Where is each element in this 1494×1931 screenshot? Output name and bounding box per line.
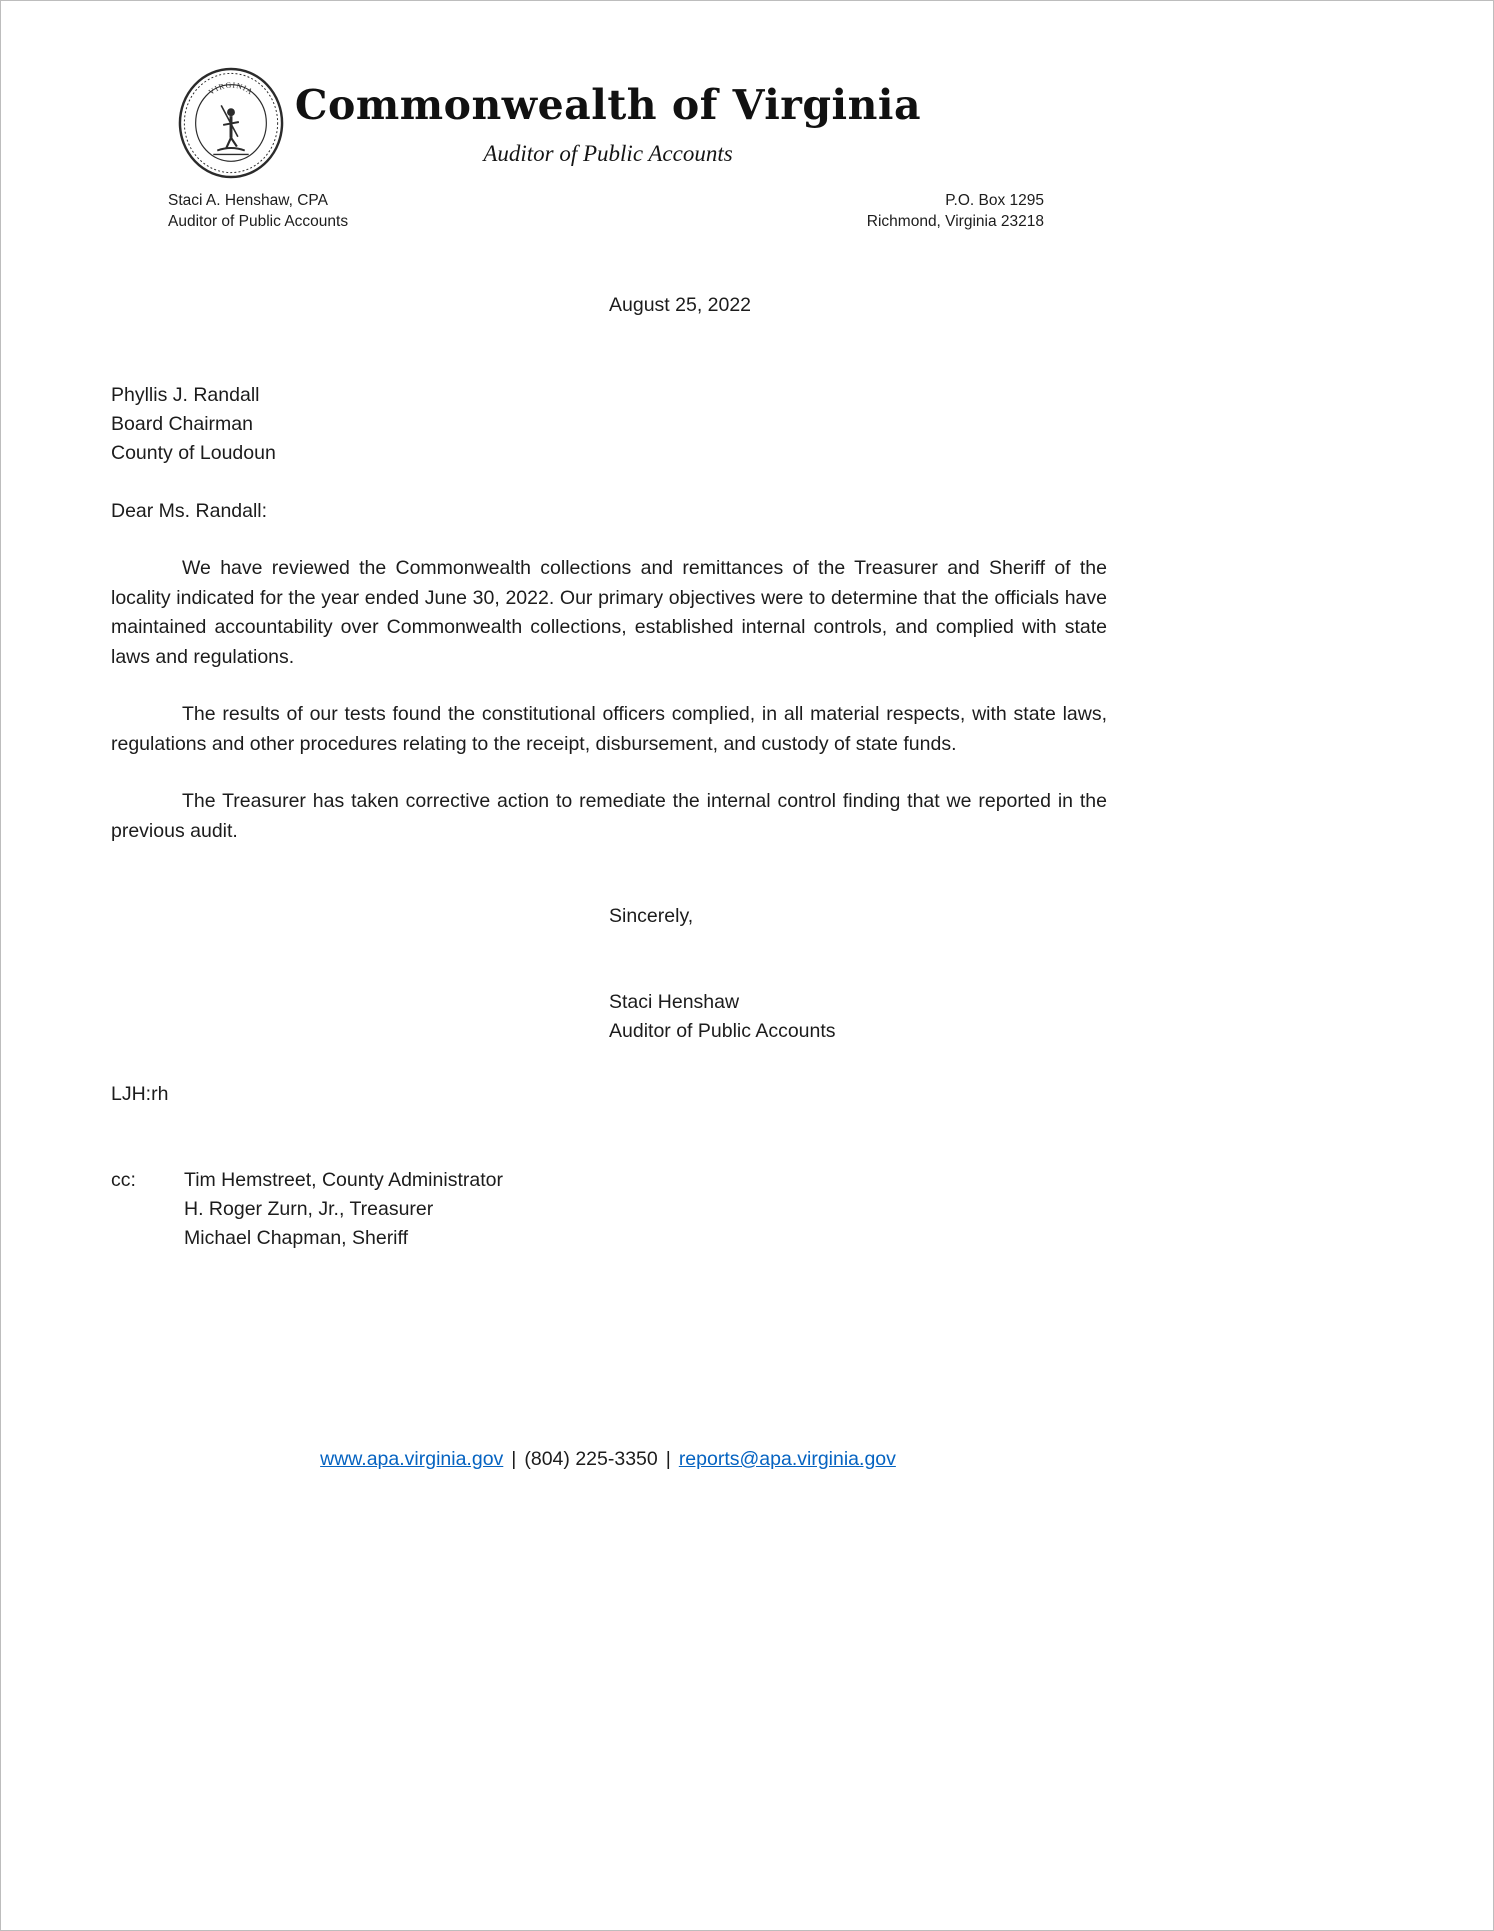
reference-initials: LJH:rh [111, 1083, 169, 1105]
recipient-block [111, 381, 1493, 468]
signer-name: Staci Henshaw [609, 991, 740, 1013]
cc-name: Tim Hemstreet, County Administrator [184, 1169, 503, 1191]
valediction: Sincerely, [609, 905, 694, 927]
official-name: Staci A. Henshaw, CPA [168, 192, 328, 209]
letter-date: August 25, 2022 [609, 294, 752, 316]
email-link[interactable]: reports@apa.virginia.gov [678, 1448, 896, 1470]
recipient-title: Board Chairman [111, 413, 253, 435]
recipient-locality: County of Loudoun [111, 442, 276, 464]
seal-arc-text: VIRGINIA [206, 80, 256, 97]
cc-label: cc: [111, 1169, 136, 1191]
cc-block [111, 1166, 1493, 1253]
phone-number: (804) 225-3350 [524, 1448, 658, 1470]
footer-separator: | [665, 1448, 671, 1470]
org-subtitle: Auditor of Public Accounts [483, 141, 733, 166]
recipient-name: Phyllis J. Randall [111, 384, 260, 406]
official-title: Auditor of Public Accounts [168, 212, 349, 230]
paragraph-1: We have reviewed the Commonwealth collections and remittances of the Treasurer and Sheriff of the locality indicated for the year ended June 30, 2022. Our primary objectives were to determine that the officials have maintained accountability over Commonwealth collections, established internal controls, and complied with state laws and regulations. [111, 557, 1107, 668]
address-line2: Richmond, Virginia 23218 [866, 212, 1044, 230]
org-title: Commonwealth of Virginia [294, 81, 922, 129]
cc-names [184, 1166, 503, 1253]
address-block [1, 191, 1044, 232]
letterhead [1, 1, 1493, 233]
paragraph-3: The Treasurer has taken corrective action to remediate the internal control finding that we reported in the previous audit. [111, 790, 1107, 842]
footer-separator: | [511, 1448, 517, 1470]
cc-name: H. Roger Zurn, Jr., Treasurer [184, 1198, 434, 1220]
paragraph-2: The results of our tests found the constitutional officers complied, in all material respects, with state laws, regulations and other procedures relating to the receipt, disbursement, and custody of state funds. [111, 703, 1107, 755]
cc-name: Michael Chapman, Sheriff [184, 1227, 409, 1249]
footer [1, 1445, 1215, 1474]
salutation: Dear Ms. Randall: [111, 500, 268, 522]
signature-space [609, 931, 1493, 988]
website-link[interactable]: www.apa.virginia.gov [320, 1448, 504, 1470]
signer-title: Auditor of Public Accounts [609, 1020, 836, 1042]
closing-block [609, 902, 1493, 1046]
letterhead-center [1, 81, 1215, 167]
address-line1: P.O. Box 1295 [945, 192, 1044, 209]
